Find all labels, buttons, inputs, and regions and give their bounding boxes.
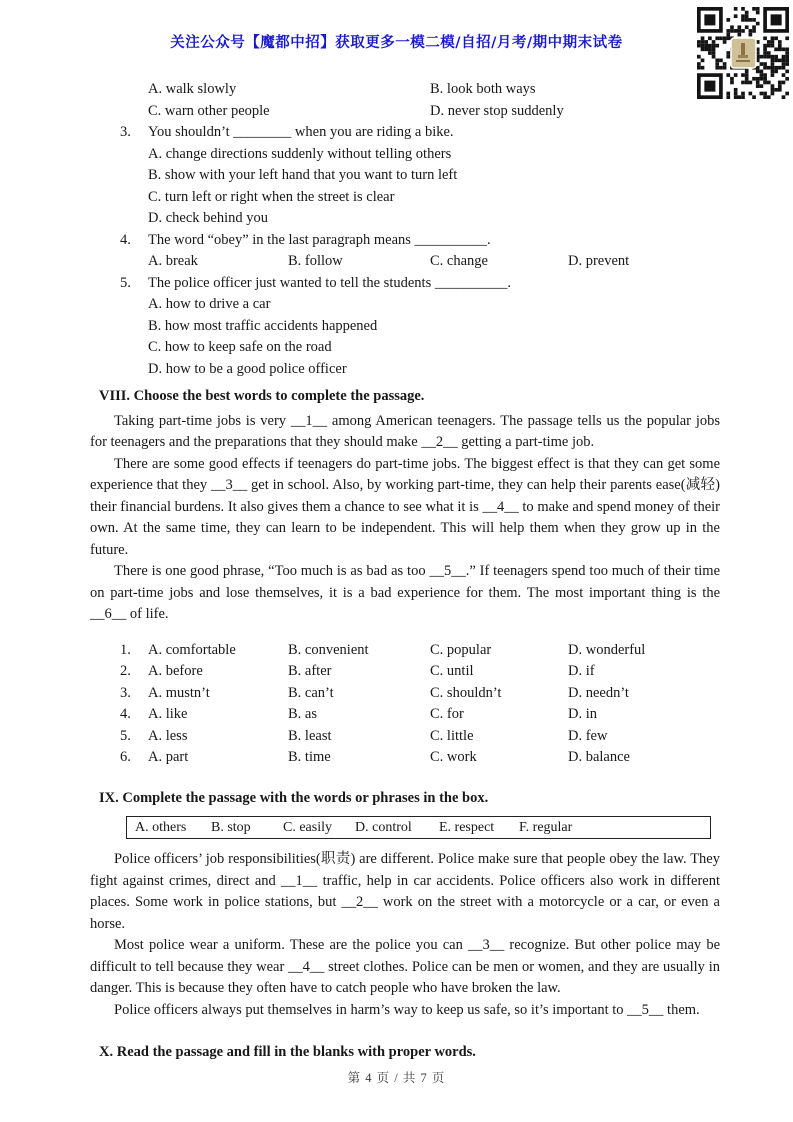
option: A. part (148, 749, 189, 765)
choice-number: 2. (120, 663, 131, 679)
question-text: The police officer just wanted to tell the students __________. (148, 274, 511, 291)
question-text: The word “obey” in the last paragraph means __________. (148, 231, 491, 248)
option: C. for (430, 706, 464, 722)
option: D. few (568, 727, 608, 744)
option: B. after (288, 663, 332, 679)
passage-paragraph: Taking part-time jobs is very __1__ among American teenagers. The passage tells us the popular jobs for teenagers and the preparations that they should make __2__ getting a part-time job. (90, 412, 720, 450)
header-notice: 关注公众号【魔都中招】获取更多一模二模/自招/月考/期中期末试卷 (170, 35, 623, 51)
option: B. follow (288, 253, 343, 269)
choice-number: 3. (120, 684, 131, 701)
passage-paragraph: Police officers always put themselves in harm’s way to keep us safe, so it’s important to __5__ them. (114, 1001, 700, 1018)
choice-row (120, 640, 720, 662)
option: C. work (430, 749, 477, 765)
question-4 (90, 230, 720, 252)
option: D. how to be a good police officer (148, 360, 347, 377)
option-row (148, 251, 720, 273)
option: D. needn’t (568, 684, 629, 701)
choice-row (120, 661, 720, 683)
choice-number: 1. (120, 641, 131, 658)
passage-paragraph: Most police wear a uniform. These are the police you can __3__ recognize. But other police may be difficult to tell because they wear __4__ street clothes. Police can be men or women, and they are usually in danger. This is because they often have to catch people who have broken the law. (90, 937, 720, 996)
option: C. popular (430, 641, 492, 658)
word-box-option: E. respect (439, 819, 495, 835)
option: B. as (288, 706, 317, 722)
passage-paragraph: There is one good phrase, “Too much is as bad as too __5__.” If teenagers spend too much of their time on part-time jobs and lose themselves, it is a bad experience for them. The most important thing is the __6__ of life. (90, 563, 720, 622)
option: D. if (568, 663, 595, 679)
option: D. prevent (568, 253, 630, 269)
option: A. break (148, 253, 198, 269)
option: C. turn left or right when the street is clear (148, 188, 395, 205)
question-text: You shouldn’t ________ when you are riding a bike. (148, 124, 454, 140)
page-content (90, 72, 720, 1064)
question-number: 5. (120, 274, 131, 291)
section-heading-viii: VIII. Choose the best words to complete the passage. (99, 388, 425, 404)
section-heading-ix: IX. Complete the passage with the words or phrases in the box. (99, 789, 489, 806)
option: D. in (568, 706, 597, 722)
word-box-option: A. others (135, 819, 187, 835)
option: C. until (430, 663, 474, 679)
word-box-option: C. easily (283, 819, 332, 835)
choice-number: 6. (120, 749, 131, 765)
option: B. can’t (288, 684, 334, 701)
word-box (126, 816, 711, 839)
option: A. change directions suddenly without telling others (148, 145, 452, 162)
option: B. time (288, 749, 331, 765)
option: C. shouldn’t (430, 684, 502, 701)
choice-row (120, 704, 720, 726)
section-heading-x: X. Read the passage and fill in the blanks with proper words. (99, 1044, 476, 1060)
option: A. before (148, 663, 203, 679)
question-number: 3. (120, 124, 131, 140)
option: B. show with your left hand that you want to turn left (148, 167, 458, 183)
choice-row (120, 747, 720, 769)
choice-number: 4. (120, 706, 131, 722)
option: A. like (148, 706, 188, 722)
option: C. how to keep safe on the road (148, 339, 332, 355)
option: B. how most traffic accidents happened (148, 317, 378, 334)
option-row (148, 101, 720, 123)
option: D. never stop suddenly (430, 102, 564, 119)
option: C. warn other people (148, 102, 270, 119)
choices-grid (90, 640, 720, 769)
passage-paragraph: There are some good effects if teenagers do part-time jobs. The biggest effect is that they can get some experience that they __3__ get in school. Also, by working part-time, they can help their parents ease(减轻) their financial burdens. It also gives them a chance to see what it is __4__ to make and spend money of their own. At the same time, they can learn to be independent. This will help them when they grow up in the future. (90, 455, 720, 558)
choice-number: 5. (120, 727, 131, 744)
question-5 (90, 273, 720, 295)
option: B. look both ways (430, 81, 536, 97)
question-number: 4. (120, 231, 131, 248)
question-3 (90, 122, 720, 144)
option: D. balance (568, 749, 630, 765)
option: A. how to drive a car (148, 296, 271, 312)
choice-row (120, 726, 720, 748)
option-row (148, 79, 720, 101)
page-number: 第 4 页 / 共 7 页 (347, 1071, 446, 1085)
option: A. comfortable (148, 641, 236, 658)
option: B. least (288, 727, 332, 744)
option: D. check behind you (148, 210, 268, 226)
option: A. mustn’t (148, 684, 210, 701)
option: A. walk slowly (148, 81, 237, 97)
word-box-option: F. regular (519, 819, 573, 835)
option: D. wonderful (568, 641, 646, 658)
word-box-option: B. stop (211, 819, 251, 835)
word-box-option: D. control (355, 819, 412, 835)
choice-row (120, 683, 720, 705)
option: C. little (430, 727, 474, 744)
option: A. less (148, 727, 188, 744)
passage-paragraph: Police officers’ job responsibilities(职责) are different. Police make sure that people obey the law. They fight against crimes, direct and __1__ traffic, help in car accidents. Police officers also work in different places. Some work in police stations, but __2__ work on the street with a motorcycle or a car, or even a horse. (90, 851, 720, 932)
option: B. convenient (288, 641, 369, 658)
option: C. change (430, 253, 488, 269)
